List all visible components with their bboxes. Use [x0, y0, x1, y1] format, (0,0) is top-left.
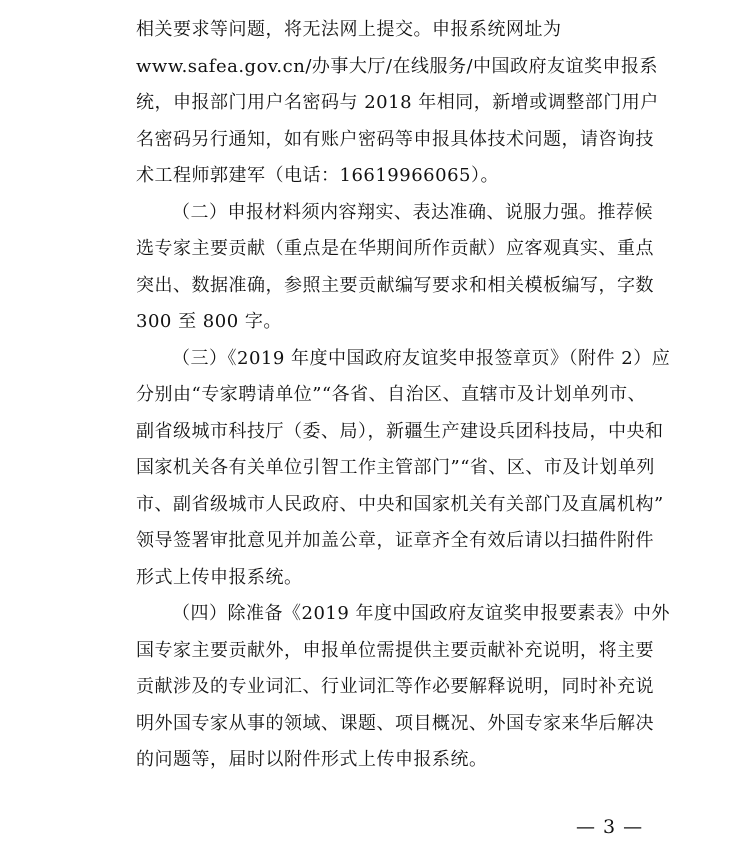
text-line: 术工程师郭建军（电话：16619966065）。	[136, 165, 499, 186]
text-line: 副省级城市科技厅（委、局），新疆生产建设兵团科技局，中央和	[136, 420, 664, 442]
text-line: 选专家主要贡献（重点是在华期间所作贡献）应客观真实、重点	[136, 238, 654, 259]
paragraph-start-line: （二）申报材料须内容翔实、表达准确、说服力强。推荐候	[172, 201, 653, 223]
text-line: 国专家主要贡献外，申报单位需提供主要贡献补充说明，将主要	[136, 639, 654, 661]
text-line: 名密码另行通知，如有账户密码等申报具体技术问题，请咨询技	[136, 128, 654, 150]
text-line: 国家机关各有关单位引智工作主管部门”“省、区、市及计划单列	[136, 457, 655, 478]
page-number: — 3 —	[576, 816, 644, 838]
paragraph-start-line: （三）《2019 年度中国政府友谊奖申报签章页》（附件 2）应	[172, 347, 671, 369]
text-line: 相关要求等问题，将无法网上提交。申报系统网址为	[136, 19, 562, 40]
text-line: 的问题等，届时以附件形式上传申报系统。	[136, 749, 488, 770]
text-line: www.safea.gov.cn/办事大厅/在线服务/中国政府友谊奖申报系	[136, 55, 659, 77]
text-line: 统，申报部门用户名密码与 2018 年相同，新增或调整部门用户	[136, 92, 659, 113]
text-line: 明外国专家从事的领域、课题、项目概况、外国专家来华后解决	[136, 712, 654, 734]
document-text	[136, 12, 688, 779]
text-line: 贡献涉及的专业词汇、行业词汇等作必要解释说明，同时补充说	[136, 676, 654, 697]
paragraph-start-line: （四）除准备《2019 年度中国政府友谊奖申报要素表》中外	[172, 603, 671, 624]
text-line: 领导签署审批意见并加盖公章，证章齐全有效后请以扫描件附件	[136, 530, 654, 551]
text-line: 形式上传申报系统。	[136, 566, 303, 588]
text-line: 分别由“专家聘请单位”“各省、自治区、直辖市及计划单列市、	[136, 384, 647, 405]
text-line: 突出、数据准确，参照主要贡献编写要求和相关模板编写，字数	[136, 274, 654, 296]
text-line: 市、副省级城市人民政府、中央和国家机关有关部门及直属机构”	[136, 493, 664, 515]
text-line: 300 至 800 字。	[136, 311, 282, 332]
